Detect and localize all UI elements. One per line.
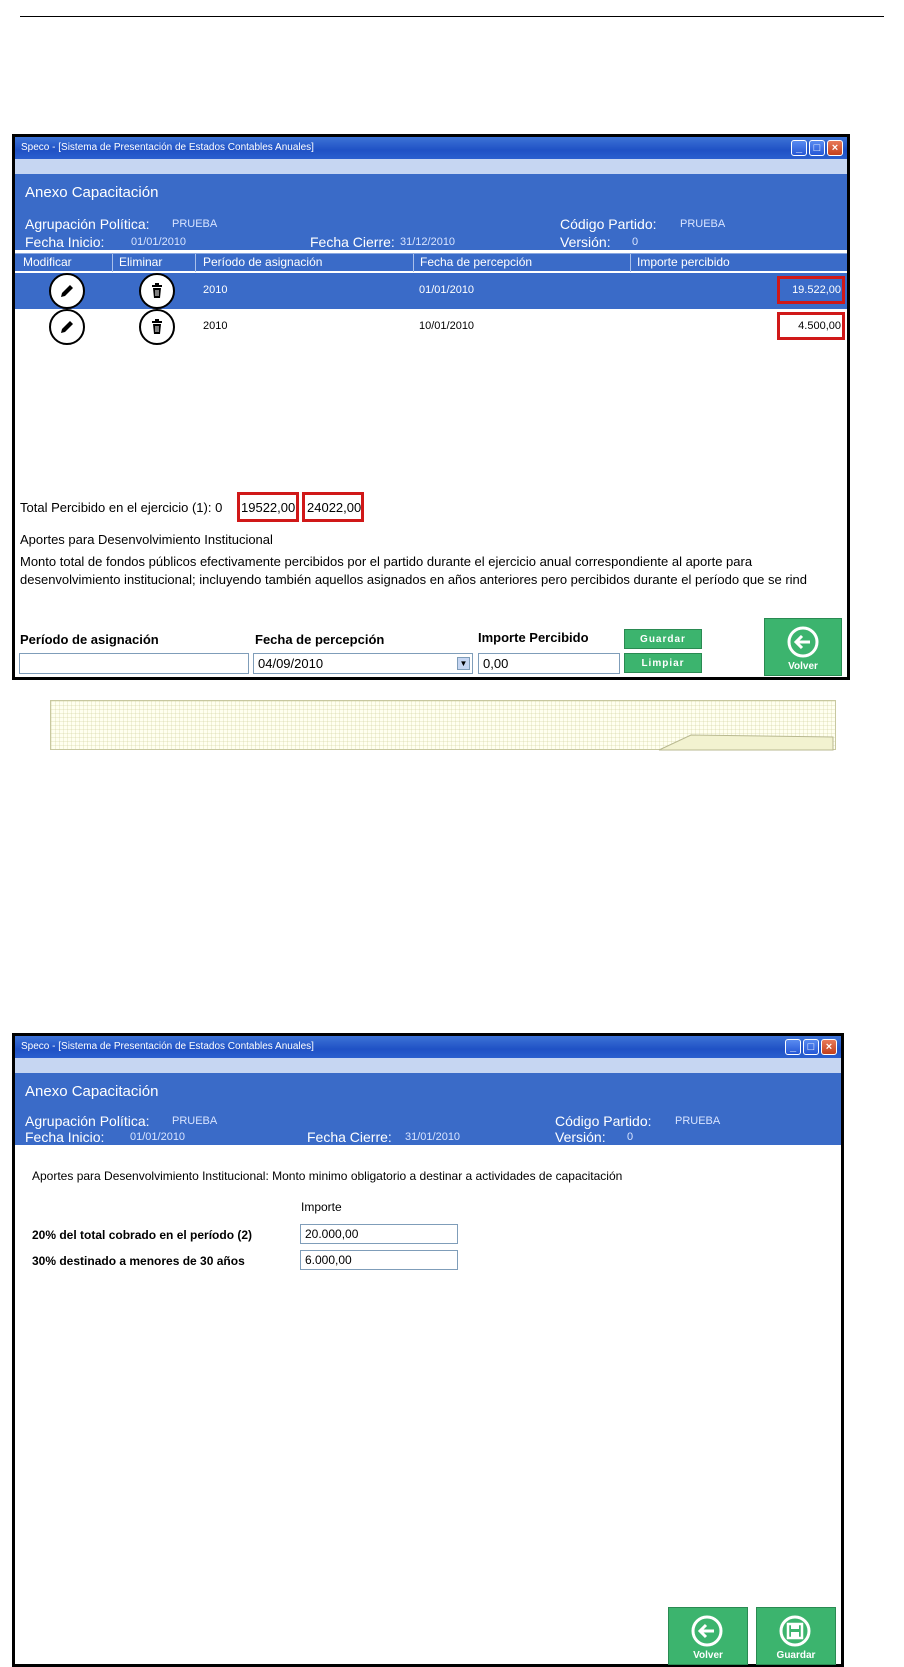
maximize-icon: □ <box>807 1041 815 1053</box>
col-separator <box>112 254 113 272</box>
window-controls <box>791 140 843 156</box>
maximize-button[interactable] <box>803 1039 819 1055</box>
note-fold-icon <box>51 701 837 751</box>
col-periodo[interactable]: Período de asignación <box>203 255 323 269</box>
close-button[interactable] <box>827 140 843 156</box>
minimize-icon: _ <box>795 142 803 154</box>
fecha-inicio-value: 01/01/2010 <box>130 1131 186 1143</box>
importe-column-label: Importe <box>301 1200 342 1214</box>
close-icon: × <box>831 142 839 154</box>
periodo-label: Período de asignación <box>20 632 159 647</box>
col-eliminar[interactable]: Eliminar <box>119 255 163 269</box>
fecha-inicio-label: Fecha Inicio: <box>25 234 105 250</box>
fecha-percepcion-label: Fecha de percepción <box>255 632 385 647</box>
save-icon <box>779 1615 811 1647</box>
row-importe: 19.522,00 <box>792 284 841 296</box>
menu-strip <box>15 159 847 174</box>
menu-strip <box>15 1058 841 1073</box>
speco-window-1 <box>12 134 850 680</box>
pencil-icon <box>58 318 76 336</box>
table-row[interactable] <box>15 273 847 309</box>
fecha-cierre-label: Fecha Cierre: <box>310 234 395 250</box>
edit-button[interactable] <box>49 309 85 345</box>
agrupacion-label: Agrupación Política: <box>25 1113 150 1129</box>
importe-percibido-input[interactable]: 0,00 <box>478 653 620 674</box>
window-title: Speco - [Sistema de Presentación de Estados Contables Anuales] <box>21 142 314 153</box>
line2-label: 30% destinado a menores de 30 años <box>32 1254 245 1268</box>
trash-icon <box>148 282 166 300</box>
row-periodo: 2010 <box>203 284 228 296</box>
guardar-label: Guardar <box>776 1650 816 1661</box>
close-icon: × <box>825 1041 833 1053</box>
volver-label: Volver <box>788 661 818 672</box>
maximize-button[interactable] <box>809 140 825 156</box>
note-callout <box>50 700 836 750</box>
fecha-cierre-value: 31/01/2010 <box>405 1131 461 1143</box>
delete-button[interactable] <box>139 273 175 309</box>
agrupacion-value: PRUEBA <box>172 1115 218 1127</box>
version-value: 0 <box>632 236 639 248</box>
aportes-title: Aportes para Desenvolvimiento Institucional <box>20 532 273 547</box>
volver-button[interactable] <box>668 1607 748 1665</box>
row-importe: 4.500,00 <box>798 320 841 332</box>
col-separator <box>413 254 414 272</box>
fecha-inicio-label: Fecha Inicio: <box>25 1129 105 1145</box>
trash-icon <box>148 318 166 336</box>
row-fecha: 01/01/2010 <box>419 284 475 296</box>
line2-input[interactable]: 6.000,00 <box>300 1250 458 1270</box>
chevron-down-icon[interactable]: ▼ <box>457 657 470 670</box>
total-value-2: 24022,00 <box>307 500 362 515</box>
window-titlebar <box>15 137 847 159</box>
line1-label: 20% del total cobrado en el período (2) <box>32 1228 253 1242</box>
back-arrow-icon <box>691 1615 723 1647</box>
version-label: Versión: <box>555 1129 606 1145</box>
fecha-inicio-value: 01/01/2010 <box>131 236 187 248</box>
codigo-label: Código Partido: <box>555 1113 652 1129</box>
total-value-1: 19522,00 <box>241 500 296 515</box>
delete-button[interactable] <box>139 309 175 345</box>
pencil-icon <box>58 282 76 300</box>
aportes-desc-line1: Monto total de fondos públicos efectivamente percibidos por el partido durante el ejercicio anual correspondiente al aporte para <box>20 554 753 569</box>
col-fecha[interactable]: Fecha de percepción <box>420 255 533 269</box>
volver-label: Volver <box>693 1650 723 1661</box>
grid-header <box>15 253 847 271</box>
version-value: 0 <box>627 1131 634 1143</box>
guardar-button[interactable] <box>756 1607 836 1665</box>
minimize-button[interactable] <box>791 140 807 156</box>
row-fecha: 10/01/2010 <box>419 320 475 332</box>
col-separator <box>195 254 196 272</box>
aportes-desc-line2: desenvolvimiento institucional; incluyendo también aquellos asignados en años anteriores pero percibidos durante el período que se rind <box>20 572 808 587</box>
version-label: Versión: <box>560 234 611 250</box>
codigo-value: PRUEBA <box>675 1115 721 1127</box>
agrupacion-value: PRUEBA <box>172 218 218 230</box>
fecha-percepcion-value: 04/09/2010 <box>258 656 324 671</box>
col-importe[interactable]: Importe percibido <box>637 255 730 269</box>
periodo-input[interactable] <box>19 653 249 674</box>
row-periodo: 2010 <box>203 320 228 332</box>
page-title: Anexo Capacitación <box>25 1083 159 1100</box>
window-controls <box>785 1039 837 1055</box>
fecha-percepcion-picker[interactable] <box>253 653 473 674</box>
maximize-icon: □ <box>813 142 821 154</box>
fecha-cierre-value: 31/12/2010 <box>400 236 456 248</box>
section-heading: Aportes para Desenvolvimiento Institucional: Monto minimo obligatorio a destinar a actividades de capacitación <box>32 1169 623 1183</box>
line1-input[interactable]: 20.000,00 <box>300 1224 458 1244</box>
codigo-label: Código Partido: <box>560 216 657 232</box>
page-title: Anexo Capacitación <box>25 184 159 201</box>
window-title: Speco - [Sistema de Presentación de Estados Contables Anuales] <box>21 1041 314 1052</box>
minimize-button[interactable] <box>785 1039 801 1055</box>
total-label: Total Percibido en el ejercicio (1): 0 <box>20 500 223 515</box>
col-separator <box>630 254 631 272</box>
back-arrow-icon <box>787 626 819 658</box>
anexo-header <box>15 1073 841 1145</box>
codigo-value: PRUEBA <box>680 218 726 230</box>
edit-button[interactable] <box>49 273 85 309</box>
close-button[interactable] <box>821 1039 837 1055</box>
guardar-button[interactable]: Guardar <box>624 629 702 649</box>
anexo-header <box>15 174 847 250</box>
window-titlebar <box>15 1036 841 1058</box>
fecha-cierre-label: Fecha Cierre: <box>307 1129 392 1145</box>
agrupacion-label: Agrupación Política: <box>25 216 150 232</box>
volver-button[interactable] <box>764 618 842 676</box>
limpiar-button[interactable]: Limpiar <box>624 653 702 673</box>
minimize-icon: _ <box>789 1041 797 1053</box>
importe-percibido-label: Importe Percibido <box>478 630 589 645</box>
col-modificar[interactable]: Modificar <box>23 255 72 269</box>
page-top-rule <box>20 16 884 17</box>
speco-window-2 <box>12 1033 844 1667</box>
table-row[interactable] <box>15 309 847 345</box>
